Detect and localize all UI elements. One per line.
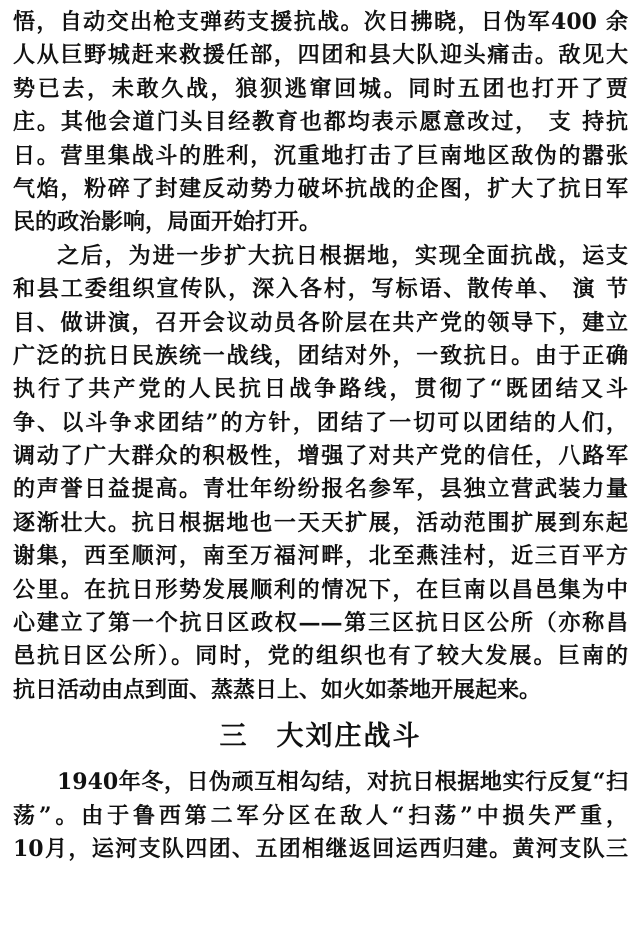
text-line: 执行了共产党的人民抗日战争路线，贯彻了“既团结又斗 [13, 376, 628, 403]
section-number: 三 [219, 721, 249, 753]
text-line: 气焰，粉碎了封建反动势力破坏抗战的企图，扩大了抗日军 [13, 175, 628, 202]
text-line: 公里。在抗日形势发展顺利的情况下，在巨南以昌邑集为中 [13, 576, 628, 603]
paragraph-3 [13, 766, 628, 866]
text-line: 悟，自动交出枪支弹药支援抗战。次日拂晓，日伪军400 余 [13, 9, 628, 35]
text-line: 调动了广大群众的积极性，增强了对共产党的信任，八路军 [13, 443, 628, 470]
text-line: 目、做讲演，召开会议动员各阶层在共产党的领导下，建立 [13, 309, 628, 336]
text-line: 民的政治影响，局面开始打开。 [13, 209, 322, 236]
text-line: 之后，为进一步扩大抗日根据地，实现全面抗战，运支 [57, 242, 628, 269]
paragraph-1 [13, 6, 628, 240]
section-heading [13, 710, 628, 764]
text-line: 10月，运河支队四团、五团相继返回运西归建。黄河支队三 [13, 835, 628, 862]
text-line: 日。营里集战斗的胜利，沉重地打击了巨南地区敌伪的嚣张 [13, 142, 628, 169]
text-line: 的声誉日益提高。青壮年纷纷报名参军，县独立营武装力量 [13, 476, 628, 503]
text-line: 抗日活动由点到面、蒸蒸日上、如火如荼地开展起来。 [13, 676, 542, 703]
text-line: 争、以斗争求团结”的方针，团结了一切可以团结的人们， [13, 409, 628, 436]
text-line: 邑抗日区公所）。同时，党的组织也有了较大发展。巨南的 [13, 643, 628, 670]
text-line: 人从巨野城赶来救援任部，四团和县大队迎头痛击。敌见大 [13, 42, 628, 69]
text-line: 心建立了第一个抗日区政权——第三区抗日区公所（亦称昌 [13, 610, 628, 637]
text-line: 荡”。由于鲁西第二军分区在敌人“扫荡”中损失严重， [13, 802, 628, 829]
text-line: 1940年冬，日伪顽互相勾结，对抗日根据地实行反复“扫 [57, 769, 628, 796]
text-line: 广泛的抗日民族统一战线，团结对外，一致抗日。由于正确 [13, 342, 628, 369]
section-title: 大刘庄战斗 [276, 721, 422, 753]
paragraph-2 [13, 240, 628, 707]
text-line: 逐渐壮大。抗日根据地也一天天扩展，活动范围扩展到东起 [13, 509, 628, 536]
text-line: 谢集，西至顺河，南至万福河畔，北至燕洼村，近三百平方 [13, 543, 628, 570]
text-line: 庄。其他会道门头目经教育也都均表示愿意改过， 支 持抗 [13, 109, 628, 136]
text-line: 和县工委组织宣传队，深入各村，写标语、散传单、 演 节 [13, 276, 628, 303]
text-line: 势已去，未敢久战，狼狈逃窜回城。同时五团也打开了贾 [13, 75, 628, 102]
